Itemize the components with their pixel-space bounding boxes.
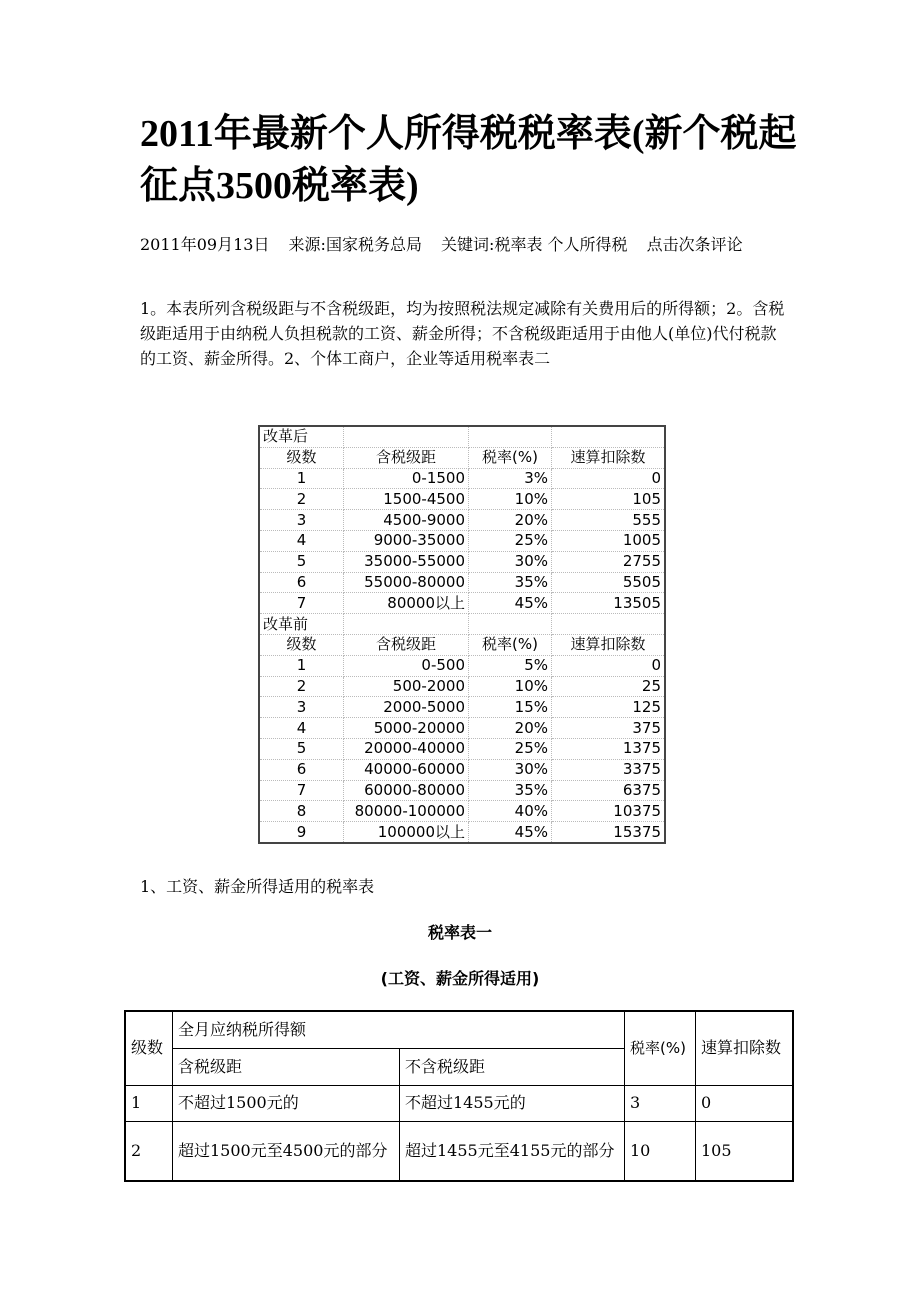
table-cell: 5000-20000: [344, 718, 469, 739]
table-cell: 80000-100000: [344, 801, 469, 822]
table-cell: 4500-9000: [344, 510, 469, 531]
header-level: 级数: [125, 1011, 173, 1085]
table-cell: 100000以上: [344, 822, 469, 843]
table-cell: 125: [552, 697, 666, 718]
table-cell: 1500-4500: [344, 489, 469, 510]
header-rate: 税率(%): [625, 1011, 696, 1085]
table-cell: 7: [259, 780, 344, 801]
table-row: [259, 593, 665, 614]
table-cell: 3375: [552, 759, 666, 780]
cell-rate: 3: [625, 1085, 696, 1121]
table-cell: 4: [259, 718, 344, 739]
table-row: [125, 1121, 793, 1181]
table-cell: 6: [259, 759, 344, 780]
table-row: [259, 718, 665, 739]
table-cell: 2: [259, 676, 344, 697]
intro-paragraph: 1。本表所列含税级距与不含税级距，均为按照税法规定减除有关费用后的所得额；2。含税级距适用于由纳税人负担税款的工资、薪金所得；不含税级距适用于由他人(单位)代付税款的工资、薪金所得。2、个体工商户，企业等适用税率表二: [140, 299, 785, 368]
column-header: 速算扣除数: [552, 634, 666, 655]
table-cell: 55000-80000: [344, 572, 469, 593]
table-title: 税率表一: [427, 923, 492, 942]
table-cell: 5: [259, 551, 344, 572]
table-cell: 7: [259, 593, 344, 614]
table-row: [125, 1085, 793, 1121]
section-row-before: [259, 614, 665, 635]
cell-incl: 不超过1500元的: [173, 1085, 400, 1121]
spreadsheet-image-table: [258, 425, 666, 844]
table-cell: 2755: [552, 551, 666, 572]
table-cell: 10375: [552, 801, 666, 822]
column-header: 税率(%): [469, 447, 552, 468]
cell-deduction: 0: [696, 1085, 794, 1121]
table-cell: 30%: [469, 551, 552, 572]
empty-cell: [552, 614, 666, 635]
table-cell: 2000-5000: [344, 697, 469, 718]
table-row: [259, 489, 665, 510]
table-row: [259, 780, 665, 801]
header-income: 全月应纳税所得额: [173, 1011, 625, 1048]
table-cell: 8: [259, 801, 344, 822]
article-meta: [140, 232, 790, 257]
table-cell: 45%: [469, 822, 552, 843]
cell-level: 2: [125, 1121, 173, 1181]
table-row: [259, 822, 665, 843]
table-cell: 1005: [552, 530, 666, 551]
table-row: [259, 530, 665, 551]
header-deduction: 速算扣除数: [696, 1011, 794, 1085]
cell-level: 1: [125, 1085, 173, 1121]
cell-excl: 超过1455元至4155元的部分: [400, 1121, 625, 1181]
table-cell: 375: [552, 718, 666, 739]
table-cell: 80000以上: [344, 593, 469, 614]
table-row: [259, 738, 665, 759]
section-heading: 1、工资、薪金所得适用的税率表: [140, 877, 375, 896]
table-cell: 35%: [469, 572, 552, 593]
table-cell: 1: [259, 468, 344, 489]
comments-link[interactable]: 点击次条评论: [646, 235, 743, 254]
column-header: 级数: [259, 634, 344, 655]
table-cell: 45%: [469, 593, 552, 614]
table-row: [259, 655, 665, 676]
column-header: 含税级距: [344, 447, 469, 468]
section-row-after: [259, 426, 665, 447]
table-cell: 40%: [469, 801, 552, 822]
table-cell: 35000-55000: [344, 551, 469, 572]
table-cell: 25: [552, 676, 666, 697]
cell-incl: 超过1500元至4500元的部分: [173, 1121, 400, 1181]
keywords: 关键词:税率表 个人所得税: [441, 235, 628, 254]
empty-cell: [469, 614, 552, 635]
table-cell: 9: [259, 822, 344, 843]
table-row: [259, 801, 665, 822]
table-cell: 500-2000: [344, 676, 469, 697]
table-cell: 4: [259, 530, 344, 551]
table-subtitle: (工资、薪金所得适用): [380, 969, 540, 988]
header-excl-tax: 不含税级距: [400, 1048, 625, 1085]
table-row: [259, 676, 665, 697]
table-cell: 0: [552, 468, 666, 489]
empty-cell: [344, 614, 469, 635]
column-header: 税率(%): [469, 634, 552, 655]
column-header: 含税级距: [344, 634, 469, 655]
table-cell: 3: [259, 697, 344, 718]
table-row: [259, 572, 665, 593]
table-cell: 555: [552, 510, 666, 531]
empty-cell: [344, 426, 469, 447]
table-row: [259, 510, 665, 531]
table-cell: 5505: [552, 572, 666, 593]
table-cell: 6: [259, 572, 344, 593]
table-cell: 30%: [469, 759, 552, 780]
cell-rate: 10: [625, 1121, 696, 1181]
table-cell: 5: [259, 738, 344, 759]
table-cell: 9000-35000: [344, 530, 469, 551]
table-cell: 15%: [469, 697, 552, 718]
table-cell: 1: [259, 655, 344, 676]
table-cell: 35%: [469, 780, 552, 801]
rate-table: [124, 1010, 794, 1182]
table-cell: 2: [259, 489, 344, 510]
header-row: [259, 634, 665, 655]
table-row: [259, 551, 665, 572]
table-row: [259, 759, 665, 780]
table-cell: 6375: [552, 780, 666, 801]
table-row: [259, 468, 665, 489]
cell-deduction: 105: [696, 1121, 794, 1181]
table-cell: 15375: [552, 822, 666, 843]
empty-cell: [469, 426, 552, 447]
publish-date: 2011年09月13日: [140, 235, 270, 254]
page-title: 2011年最新个人所得税税率表(新个税起征点3500税率表): [140, 113, 797, 207]
empty-cell: [552, 426, 666, 447]
column-header: 速算扣除数: [552, 447, 666, 468]
table-cell: 60000-80000: [344, 780, 469, 801]
table-cell: 0-500: [344, 655, 469, 676]
header-incl-tax: 含税级距: [173, 1048, 400, 1085]
table-cell: 1375: [552, 738, 666, 759]
table-cell: 20%: [469, 510, 552, 531]
cell-excl: 不超过1455元的: [400, 1085, 625, 1121]
table-row: [259, 697, 665, 718]
table-cell: 5%: [469, 655, 552, 676]
table-cell: 20%: [469, 718, 552, 739]
section-label: 改革后: [259, 426, 344, 447]
table-cell: 0: [552, 655, 666, 676]
table-cell: 3: [259, 510, 344, 531]
table-cell: 25%: [469, 738, 552, 759]
table-cell: 13505: [552, 593, 666, 614]
header-row: [259, 447, 665, 468]
table-cell: 0-1500: [344, 468, 469, 489]
source: 来源:国家税务总局: [288, 235, 422, 254]
table-cell: 10%: [469, 676, 552, 697]
table-cell: 40000-60000: [344, 759, 469, 780]
section-label: 改革前: [259, 614, 344, 635]
table-cell: 105: [552, 489, 666, 510]
table-cell: 10%: [469, 489, 552, 510]
table-cell: 25%: [469, 530, 552, 551]
table-cell: 3%: [469, 468, 552, 489]
column-header: 级数: [259, 447, 344, 468]
table-cell: 20000-40000: [344, 738, 469, 759]
